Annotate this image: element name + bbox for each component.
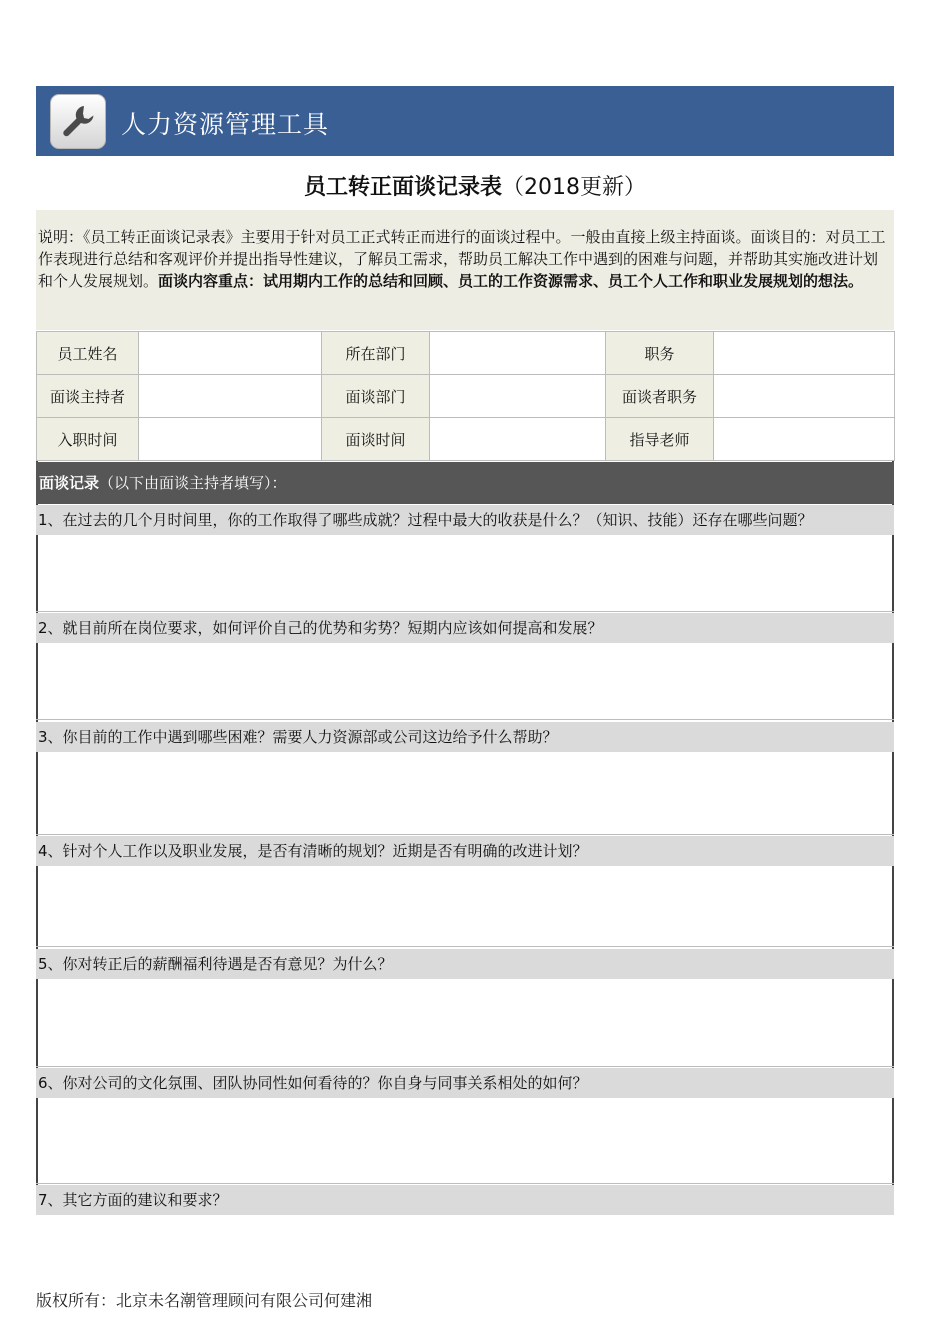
hire-date-field[interactable]	[139, 418, 322, 461]
position-label: 职务	[606, 332, 714, 375]
interviewer-position-label: 面谈者职务	[606, 375, 714, 418]
answer-3-divider	[36, 834, 894, 835]
question-4-label: 4、针对个人工作以及职业发展，是否有清晰的规划？近期是否有明确的改进计划？	[36, 836, 894, 866]
copyright-text: 版权所有：北京未名潮管理顾问有限公司何建湘	[36, 1291, 373, 1310]
interview-department-label: 面谈部门	[322, 375, 430, 418]
info-row	[37, 418, 895, 461]
interviewer-label: 面谈主持者	[37, 375, 139, 418]
position-field[interactable]	[714, 332, 895, 375]
question-5-label: 5、你对转正后的薪酬福利待遇是否有意见？为什么？	[36, 949, 894, 979]
wrench-icon	[50, 94, 106, 149]
interview-time-field[interactable]	[430, 418, 606, 461]
question-7-label: 7、其它方面的建议和要求？	[36, 1185, 894, 1215]
question-3-label: 3、你目前的工作中遇到哪些困难？需要人力资源部或公司这边给予什么帮助？	[36, 722, 894, 752]
department-field[interactable]	[430, 332, 606, 375]
interview-department-field[interactable]	[430, 375, 606, 418]
form-title-main: 员工转正面谈记录表	[303, 175, 502, 200]
info-row	[37, 375, 895, 418]
hire-date-label: 入职时间	[37, 418, 139, 461]
question-1-label: 1、在过去的几个月时间里，你的工作取得了哪些成就？过程中最大的收获是什么？（知识、技能）还存在哪些问题？	[36, 505, 894, 535]
interviewer-field[interactable]	[139, 375, 322, 418]
app-banner	[36, 86, 894, 156]
mentor-field[interactable]	[714, 418, 895, 461]
department-label: 所在部门	[322, 332, 430, 375]
description-text: 说明：《员工转正面谈记录表》主要用于针对员工正式转正而进行的面谈过程中。一般由直接上级主持面谈。面谈目的：对员工工作表现进行总结和客观评价并提出指导性建议，了解员工需求，帮助员工解决工作中遇到的困难与问题，并帮助其实施改进计划和个人发展规划。	[38, 228, 886, 290]
employee-name-label: 员工姓名	[37, 332, 139, 375]
question-6-label: 6、你对公司的文化氛围、团队协同性如何看待的？你自身与同事关系相处的如何？	[36, 1068, 894, 1098]
answer-4-divider	[36, 946, 894, 947]
interviewer-position-field[interactable]	[714, 375, 895, 418]
description-box	[36, 210, 894, 330]
description-key-points: 面谈内容重点：试用期内工作的总结和回顾、员工的工作资源需求、员工个人工作和职业发展规划的想法。	[158, 272, 864, 290]
mentor-label: 指导老师	[606, 418, 714, 461]
employee-info-table	[36, 331, 895, 461]
employee-name-field[interactable]	[139, 332, 322, 375]
question-2-label: 2、就目前所在岗位要求，如何评价自己的优势和劣势？短期内应该如何提高和发展？	[36, 613, 894, 643]
answer-6-divider	[36, 1183, 894, 1184]
record-header-title: 面谈记录	[39, 474, 100, 492]
record-section-header	[36, 462, 894, 504]
form-title-suffix: （2018更新）	[502, 175, 646, 200]
info-row	[37, 332, 895, 375]
answer-2-divider	[36, 719, 894, 720]
answer-1-divider	[36, 611, 894, 612]
record-header-note: （以下由面谈主持者填写）：	[99, 474, 287, 492]
form-title	[0, 170, 950, 201]
answer-5-divider	[36, 1066, 894, 1067]
interview-time-label: 面谈时间	[322, 418, 430, 461]
app-title: 人力资源管理工具	[121, 110, 330, 139]
